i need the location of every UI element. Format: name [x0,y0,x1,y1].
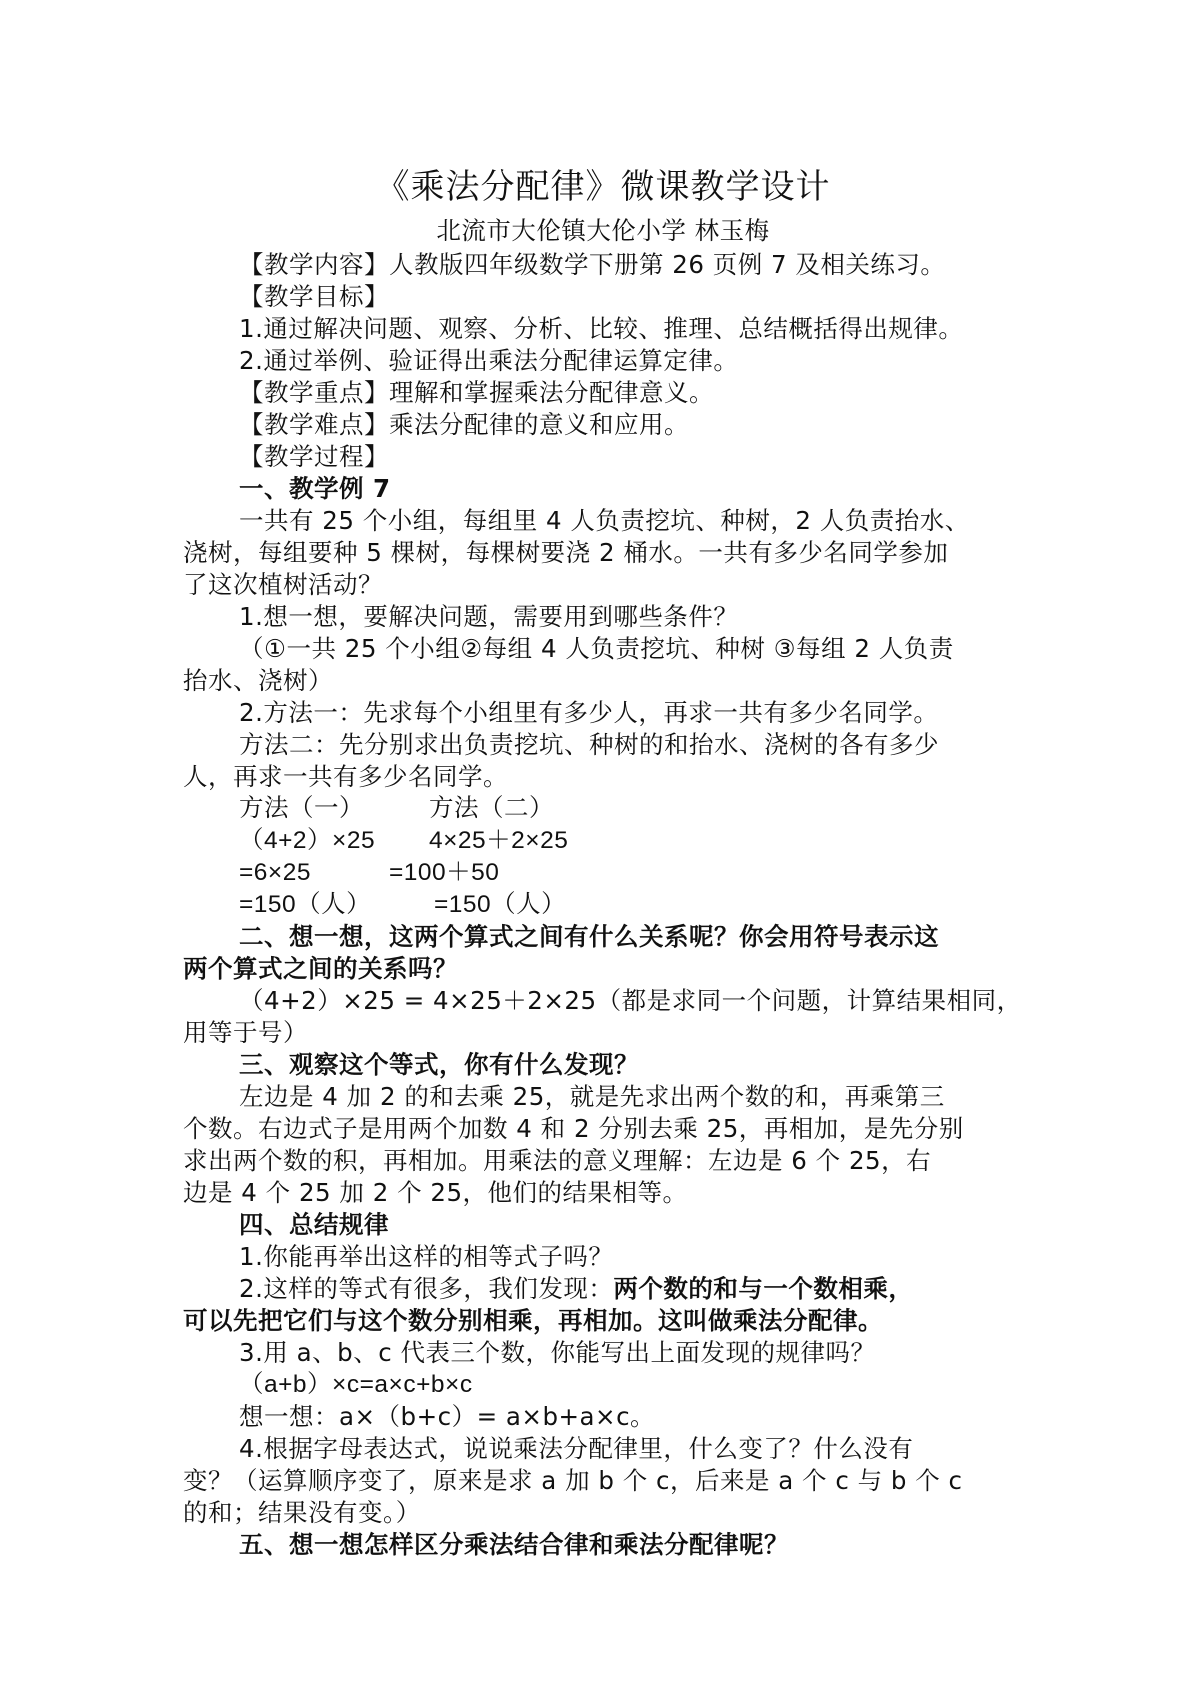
process-heading: 【教学过程】 [239,442,389,471]
calc-left-0: 方法（一） [239,795,364,822]
section-2-heading-line-1: 二、想一想，这两个算式之间有什么关系呢？你会用符号表示这 [239,922,939,951]
observation-line-3: 求出两个数的积，再相加。用乘法的意义理解：左边是 6 个 25，右 [183,1146,932,1175]
problem-line-2: 浇树，每组要种 5 棵树，每棵树要浇 2 桶水。一共有多少名同学参加 [183,538,949,567]
teaching-content: 【教学内容】人教版四年级数学下册第 26 页例 7 及相关练习。 [239,250,946,279]
calc-right-0: 方法（二） [429,795,554,822]
law-formula: （a+b）×c=a×c+b×c [239,1371,473,1398]
think-formula: 想一想：a×（b+c）= a×b+a×c。 [239,1402,656,1431]
section-5-heading: 五、想一想怎样区分乘法结合律和乘法分配律呢？ [239,1530,789,1559]
calc-left-2: =6×25 [239,859,311,886]
calc-row [183,825,1023,857]
calc-right-2: =100＋50 [389,859,500,886]
problem-line-1: 一共有 25 个小组，每组里 4 人负责挖坑、种树，2 人负责抬水、 [239,506,970,535]
summary-point-2-bold: 两个数的和与一个数相乘， [613,1274,914,1303]
method-1: 2.方法一：先求每个小组里有多少人，再求一共有多少名同学。 [239,698,939,727]
question-1: 1.想一想，要解决问题，需要用到哪些条件？ [239,602,739,631]
summary-point-3: 3.用 a、b、c 代表三个数，你能写出上面发现的规律吗？ [239,1338,876,1367]
section-2-heading-line-2: 两个算式之间的关系吗？ [183,954,458,983]
goals-heading: 【教学目标】 [239,282,389,311]
goal-1: 1.通过解决问题、观察、分析、比较、推理、总结概括得出规律。 [239,314,964,343]
calc-row [183,889,1023,921]
observation-line-4: 边是 4 个 25 加 2 个 25，他们的结果相等。 [183,1178,688,1207]
method-2-line-1: 方法二：先分别求出负责挖坑、种树的和抬水、浇树的各有多少 [239,730,939,759]
summary-point-1: 1.你能再举出这样的相等式子吗？ [239,1242,614,1271]
observation-line-1: 左边是 4 加 2 的和去乘 25，就是先求出两个数的和，再乘第三 [239,1082,945,1111]
conditions-line-1: （①一共 25 个小组②每组 4 人负责挖坑、种树 ③每组 2 人负责 [239,634,954,663]
equation-line-2: 用等于号） [183,1018,308,1047]
conditions-line-2: 抬水、浇树） [183,666,333,695]
section-1-heading: 一、教学例 7 [239,474,391,503]
author-line: 北流市大伦镇大伦小学 林玉梅 [436,216,770,245]
calc-left-3: =150（人） [239,891,372,918]
section-4-heading: 四、总结规律 [239,1210,389,1239]
document-title: 《乘法分配律》微课教学设计 [375,167,831,207]
goal-2: 2.通过举例、验证得出乘法分配律运算定律。 [239,346,739,375]
calc-right-1: 4×25＋2×25 [429,827,569,854]
difficulty: 【教学难点】乘法分配律的意义和应用。 [239,410,689,439]
summary-point-4-line-2: 变？（运算顺序变了，原来是求 a 加 b 个 c，后来是 a 个 c 与 b 个 c [183,1466,963,1495]
calc-row [183,857,1023,889]
document-body [183,165,1023,1561]
key-point: 【教学重点】理解和掌握乘法分配律意义。 [239,378,714,407]
summary-point-2 [183,1273,1023,1305]
section-3-heading: 三、观察这个等式，你有什么发现？ [239,1050,639,1079]
summary-point-4-line-3: 的和；结果没有变。） [183,1498,421,1527]
problem-line-3: 了这次植树活动？ [183,570,383,599]
observation-line-2: 个数。右边式子是用两个加数 4 和 2 分别去乘 25，再相加，是先分别 [183,1114,964,1143]
equation-line-1: （4+2）×25 = 4×25＋2×25（都是求同一个问题，计算结果相同， [239,986,1022,1015]
calc-left-1: （4+2）×25 [239,827,376,854]
summary-point-2-plain: 2.这样的等式有很多，我们发现： [239,1274,614,1303]
summary-point-4-line-1: 4.根据字母表达式，说说乘法分配律里，什么变了？什么没有 [239,1434,914,1463]
distributive-law-statement: 可以先把它们与这个数分别相乘，再相加。这叫做乘法分配律。 [183,1306,883,1335]
calc-right-3: =150（人） [434,891,567,918]
method-2-line-2: 人，再求一共有多少名同学。 [183,762,508,791]
calc-row [183,793,1023,825]
